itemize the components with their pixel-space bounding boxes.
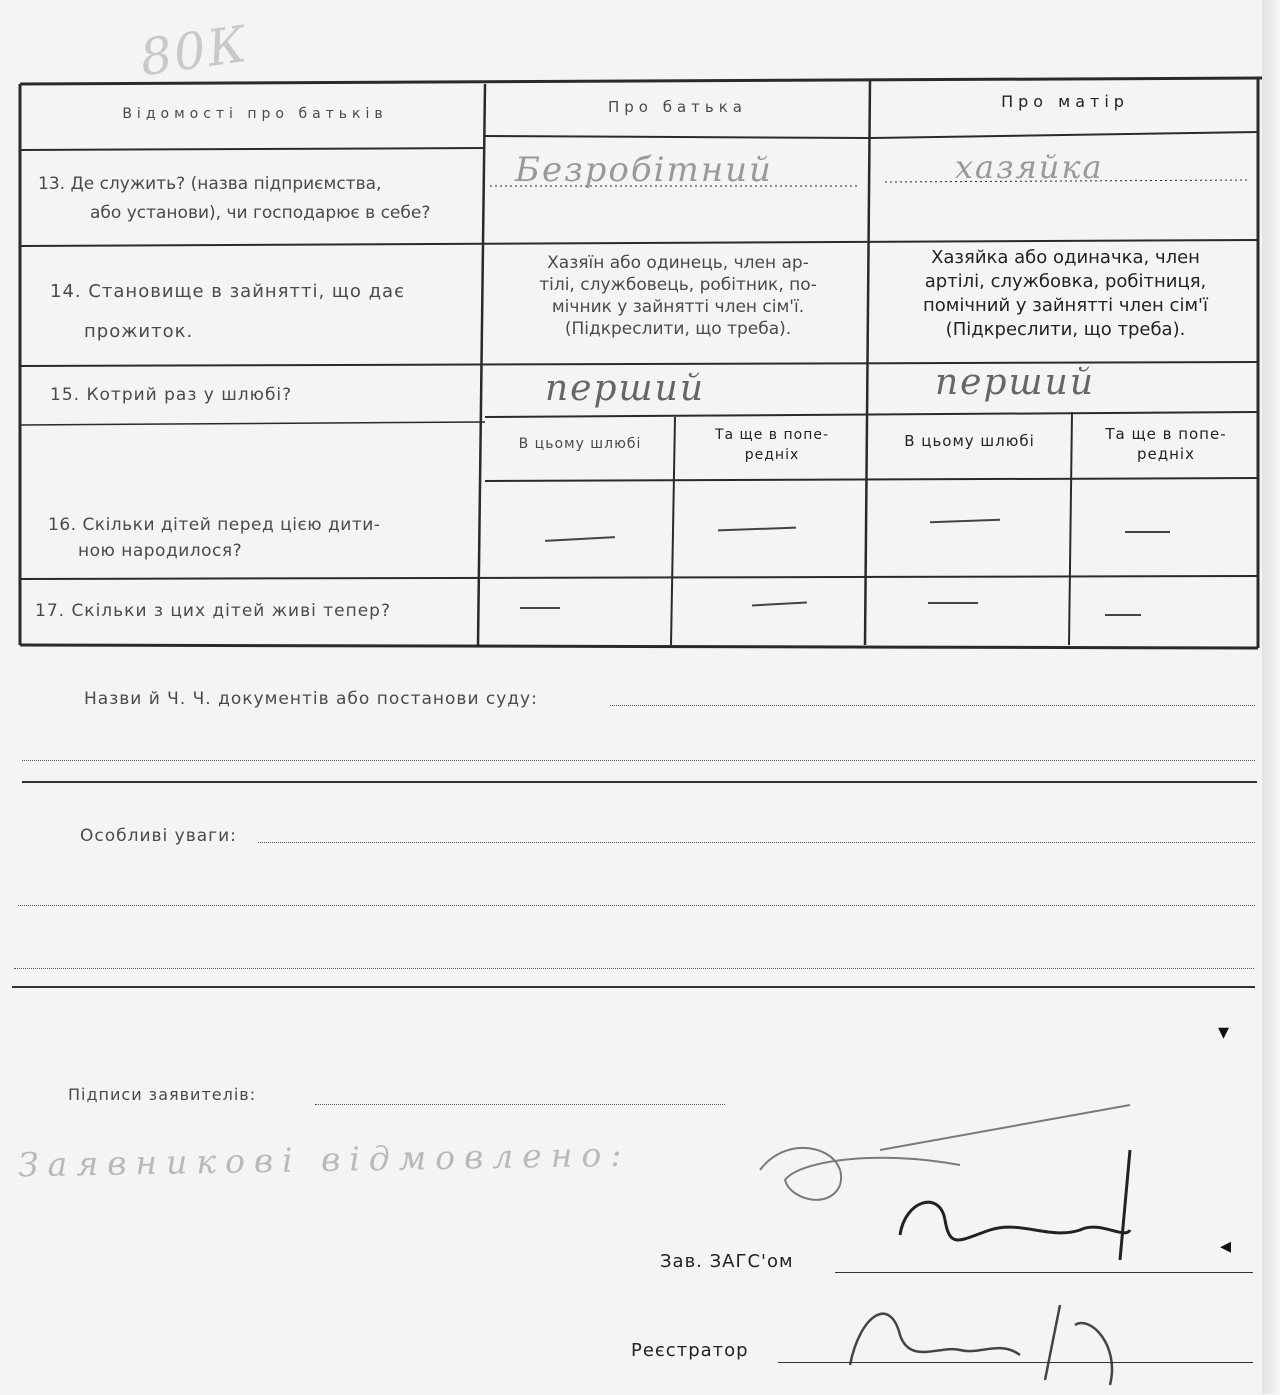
signatures-label: Підписи заявителів:: [68, 1085, 257, 1104]
documents-fill-line: [610, 705, 1255, 706]
subhead-previous-line1: Та ще в попе-: [1105, 425, 1227, 443]
q14-father-option-line: Хазяїн або одинець, член ар-: [547, 253, 809, 273]
subhead-previous-line2: редніх: [1137, 445, 1195, 463]
q14-father-option-line: тілі, службовець, робітник, по-: [539, 275, 817, 295]
q17-mother-this-dash: [928, 602, 978, 604]
subhead-previous-line1: Та ще в попе-: [714, 427, 830, 443]
head-signature-scribble: [730, 1090, 1190, 1280]
remarks-label: Особливі уваги:: [80, 826, 237, 846]
q13-mother-answer: хазяйка: [955, 148, 1104, 186]
registrar-label: Реєстратор: [631, 1340, 749, 1361]
q14-mother-option-line: Хазяйка або одиначка, член: [931, 247, 1200, 268]
subhead-mother-this-marriage: В цьому шлюбі: [904, 432, 1035, 450]
q14-father-option-line: (Підкреслити, що треба).: [564, 319, 792, 339]
q17-father-this-dash: [520, 607, 560, 609]
q14-mother-options: [878, 246, 1253, 342]
section-divider: [12, 986, 1255, 988]
q13-label-line1: 13. Де служить? (назва підприємства,: [38, 174, 382, 194]
remarks-fill-line: [258, 842, 1255, 843]
registrar-signature-scribble: [830, 1285, 1150, 1395]
column-header-mother: Про матір: [1001, 92, 1129, 111]
signatures-fill-line: [315, 1104, 725, 1105]
corner-pencil-note: 80К: [136, 14, 252, 88]
q14-father-option-line: мічник у зайнятті член сім'ї.: [551, 297, 805, 317]
remarks-fill-line-3: [14, 968, 1254, 969]
documents-label: Назви й Ч. Ч. документів або постанови суду:: [84, 689, 538, 709]
documents-fill-line-2: [22, 760, 1255, 761]
q14-mother-option-line: (Підкреслити, що треба).: [945, 319, 1186, 340]
remarks-fill-line-2: [18, 905, 1255, 906]
subhead-father-this-marriage: В цьому шлюбі: [518, 436, 642, 452]
q16-mother-prev-dash: [1125, 531, 1170, 533]
subhead-previous-line2: редніх: [744, 447, 800, 463]
head-label: Зав. ЗАГС'ом: [660, 1251, 794, 1272]
column-header-label: Відомості про батьків: [122, 106, 388, 122]
q13-father-answer: Безробітний: [515, 150, 773, 190]
subhead-mother-previous: [1076, 424, 1256, 464]
binding-mark: ▾: [1218, 1020, 1230, 1045]
q16-label-line2: ною народилося?: [78, 541, 243, 561]
registrar-signature-line: [778, 1362, 1253, 1363]
q14-label-line2: прожиток.: [84, 321, 194, 342]
q15-label: 15. Котрий раз у шлюбі?: [50, 385, 293, 405]
q14-father-options: [494, 252, 862, 340]
column-header-father: Про батька: [607, 98, 748, 116]
q13-label-line2: або установи), чи господарює в себе?: [90, 203, 431, 223]
binding-mark: ◂: [1220, 1234, 1232, 1259]
q14-label-line1: 14. Становище в зайнятті, що дає: [50, 281, 405, 302]
q16-label-line1: 16. Скільки дітей перед цією дити-: [48, 515, 381, 535]
handwritten-note: Заявникові відмовлено:: [17, 1134, 631, 1185]
head-signature-line: [835, 1272, 1253, 1273]
q15-mother-answer: перший: [935, 362, 1096, 403]
subhead-father-previous: [678, 425, 866, 465]
section-divider: [22, 781, 1257, 783]
q17-label: 17. Скільки з цих дітей живі тепер?: [35, 601, 391, 621]
q17-mother-prev-dash: [1105, 614, 1141, 616]
page-edge-shadow: [1262, 0, 1280, 1394]
q14-mother-option-line: артілі, службовка, робітниця,: [924, 271, 1207, 292]
q15-father-answer: перший: [545, 368, 706, 409]
q14-mother-option-line: помічний у зайнятті член сім'ї: [923, 295, 1208, 316]
